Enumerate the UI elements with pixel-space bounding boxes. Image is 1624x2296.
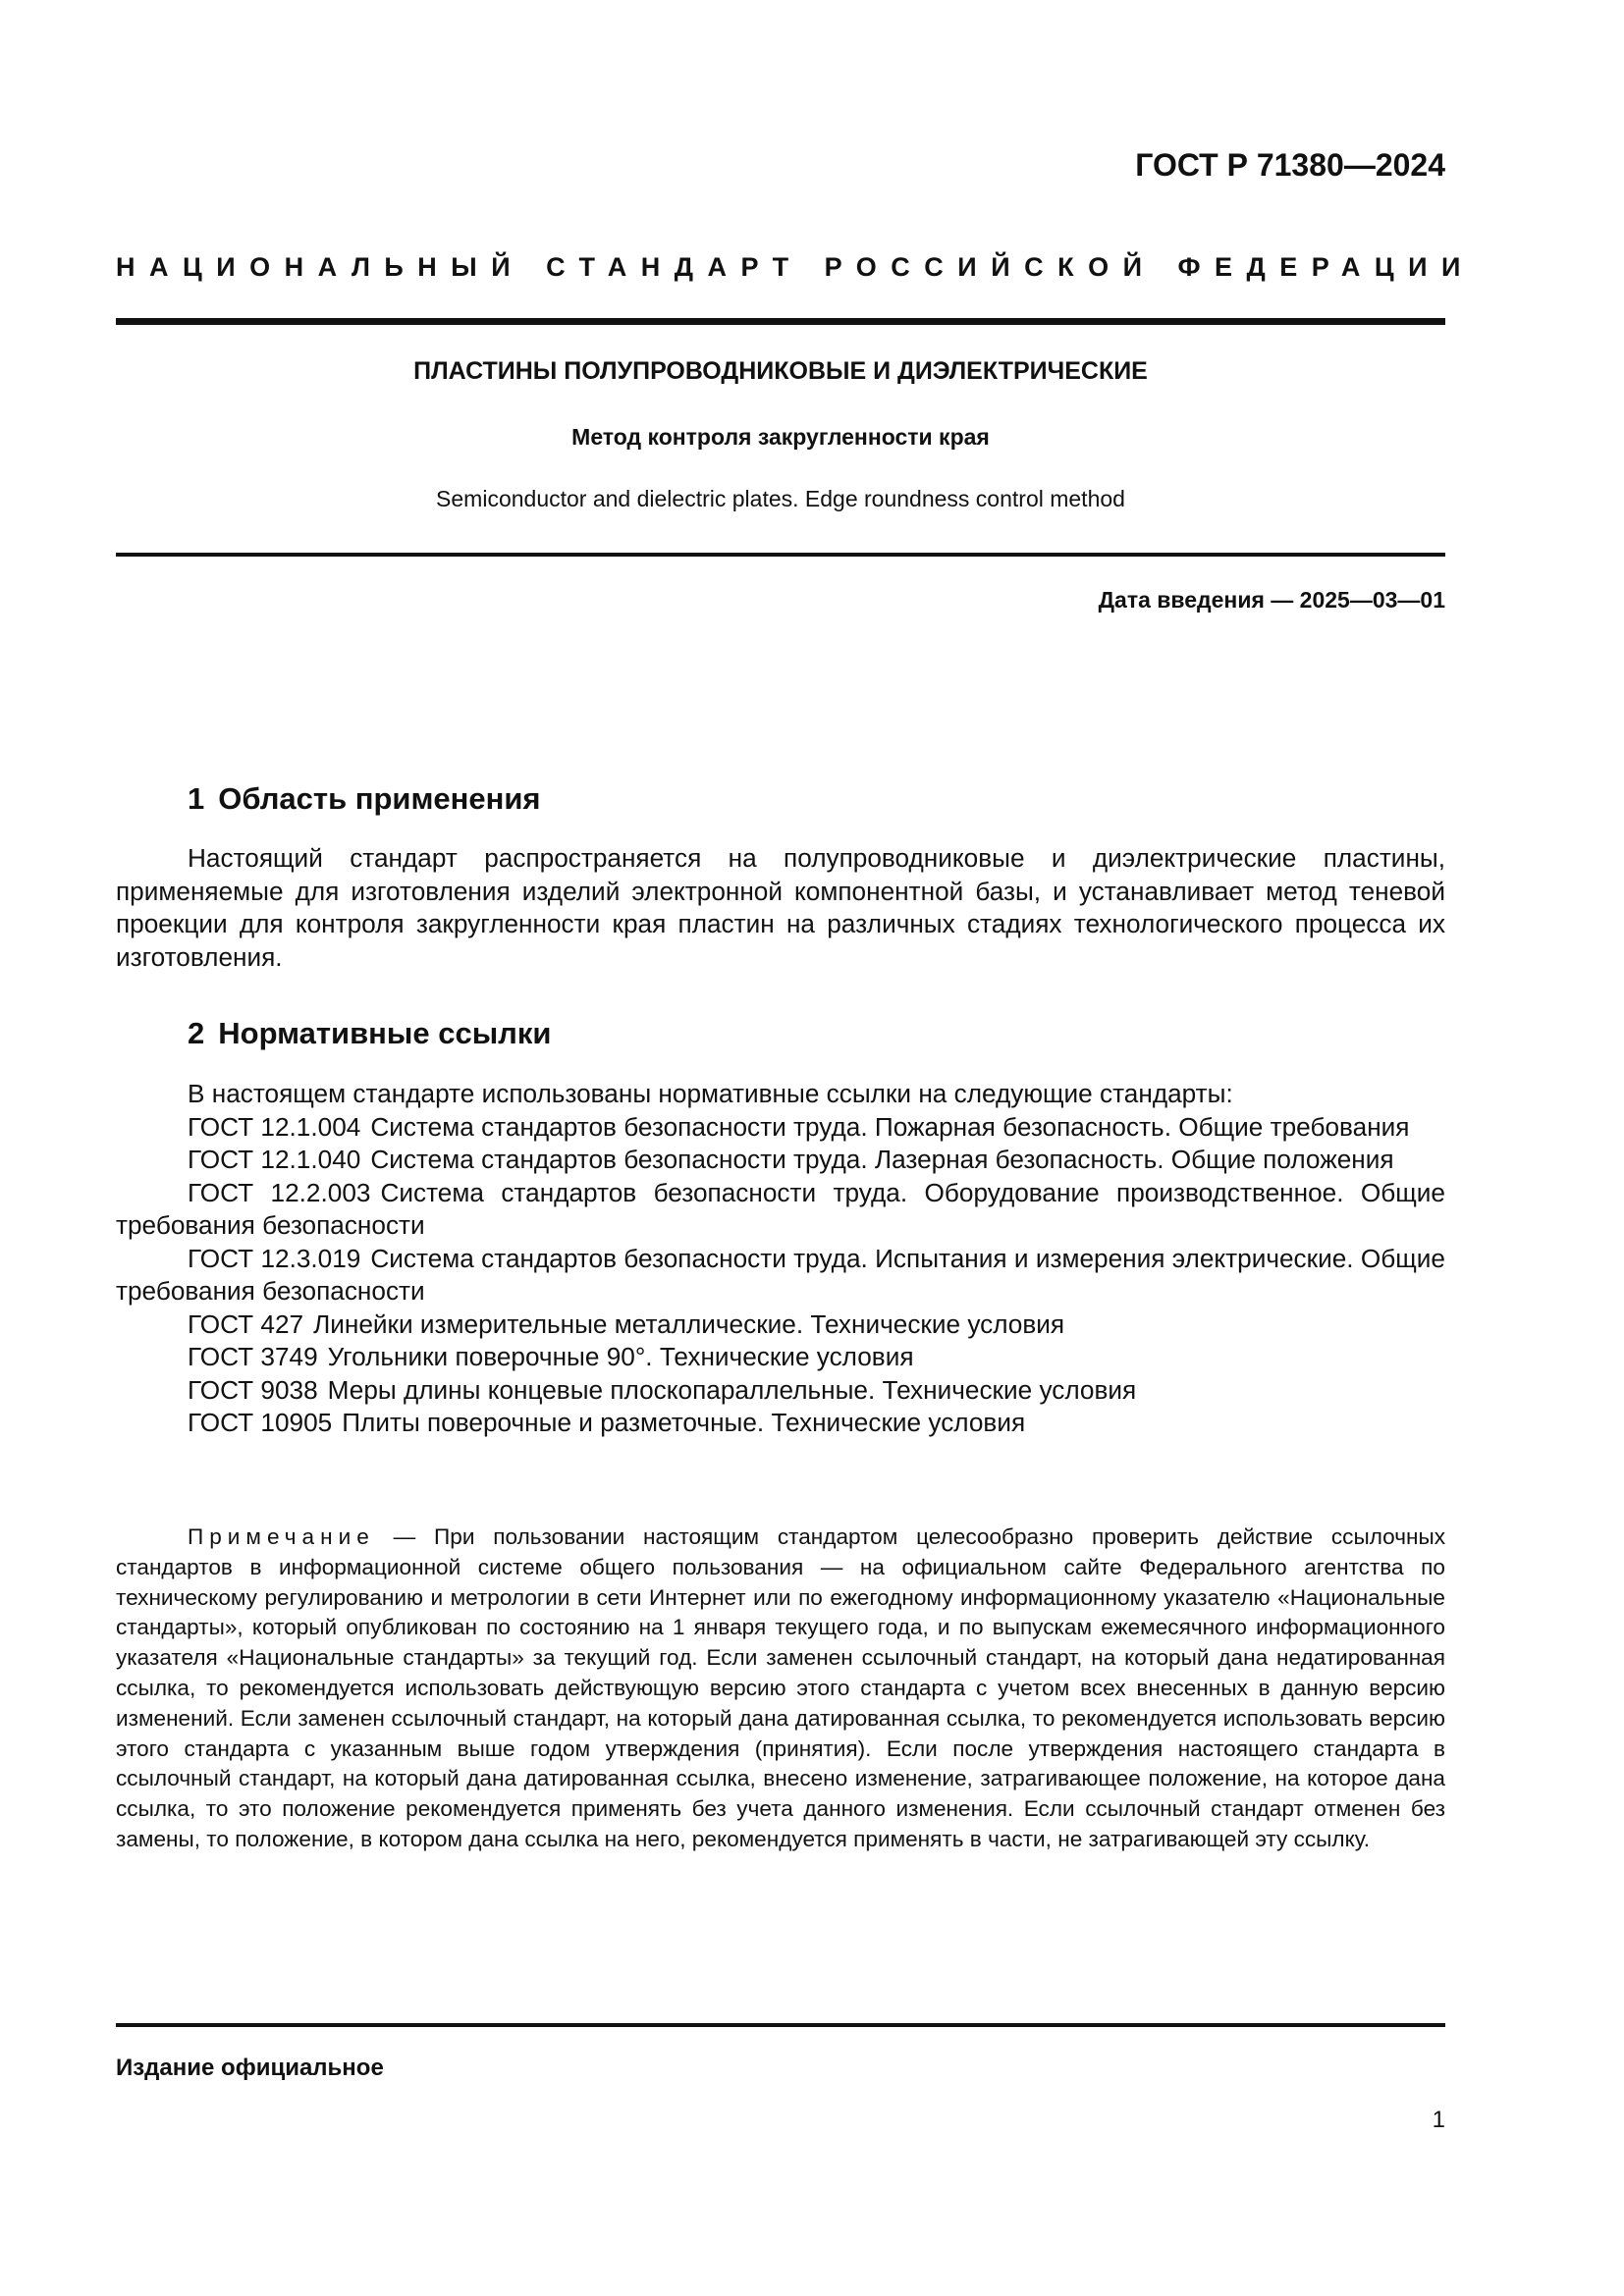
page-number: 1 <box>1432 2107 1445 2133</box>
reference-item <box>116 1374 1445 1408</box>
section-1-title: Область применения <box>218 781 541 816</box>
section-2-title: Нормативные ссылки <box>218 1016 552 1050</box>
reference-item <box>116 1177 1445 1243</box>
normative-references-list <box>116 1078 1445 1440</box>
document-number: ГОСТ Р 71380—2024 <box>1135 147 1445 183</box>
section-2-heading <box>188 1016 551 1051</box>
reference-code: ГОСТ 427 <box>188 1308 304 1339</box>
reference-code: ГОСТ 12.1.004 <box>188 1111 361 1142</box>
reference-title: Система стандартов безопасности труда. Оборудование производственное. Общие требования безопасности <box>116 1177 1445 1240</box>
section-1-number: 1 <box>188 781 205 816</box>
reference-title: Угольники поверочные 90°. Технические условия <box>327 1342 914 1371</box>
official-edition-label: Издание официальное <box>116 2055 384 2081</box>
reference-title: Система стандартов безопасности труда. Испытания и измерения электрические. Общие требования безопасности <box>116 1243 1445 1306</box>
reference-code: ГОСТ 9038 <box>188 1374 318 1405</box>
standard-title-ru: ПЛАСТИНЫ ПОЛУПРОВОДНИКОВЫЕ И ДИЭЛЕКТРИЧЕСКИЕ <box>413 357 1148 385</box>
note-label: Примечание <box>188 1524 375 1549</box>
reference-code: ГОСТ 12.2.003 <box>188 1177 371 1207</box>
footer-rule <box>116 2023 1445 2027</box>
references-note <box>116 1522 1445 1855</box>
reference-code: ГОСТ 10905 <box>188 1408 333 1437</box>
document-page <box>116 0 1475 2296</box>
reference-title: Система стандартов безопасности труда. Лазерная безопасность. Общие положения <box>370 1145 1394 1174</box>
reference-title: Система стандартов безопасности труда. Пожарная безопасность. Общие требования <box>370 1111 1410 1142</box>
section-2-number: 2 <box>188 1016 205 1050</box>
reference-item <box>116 1111 1445 1145</box>
organization-title: НАЦИОНАЛЬНЫЙ СТАНДАРТ РОССИЙСКОЙ ФЕДЕРАЦИИ <box>116 252 1475 282</box>
reference-item <box>116 1407 1445 1440</box>
note-text: — При пользовании настоящим стандартом целесообразно проверить действие ссылочных стандартов в информационной системе общего пользования — на официальном сайте Федерального агентства по техническому регулированию и метрологии в сети Интернет или по ежегодному информационному указателю «Национальные стандарты», который опубликован по состоянию на 1 января текущего года, и по выпускам ежемесячного информационного указателя «Национальные стандарты» за текущий год. Если заменен ссылочный стандарт, на который дана недатированная ссылка, то рекомендуется использовать действующую версию этого стандарта с учетом всех внесенных в данную версию изменений. Если заменен ссылочный стандарт, на который дана датированная ссылка, то рекомендуется использовать версию этого стандарта с указанным выше годом утверждения (принятия). Если после утверждения настоящего стандарта в ссылочный стандарт, на который дана датированная ссылка, внесено изменение, затрагивающее положение, на которое дана ссылка, то это положение рекомендуется применять без учета данного изменения. Если ссылочный стандарт отменен без замены, то положение, в котором дана ссылка на него, рекомендуется применять в части, не затрагивающей эту ссылку. <box>116 1524 1446 1851</box>
header-rule <box>116 318 1445 325</box>
reference-title: Меры длины концевые плоскопараллельные. Технические условия <box>327 1374 1137 1405</box>
reference-code: ГОСТ 12.1.040 <box>188 1145 361 1174</box>
section-1-heading <box>188 781 541 817</box>
reference-code: ГОСТ 3749 <box>188 1342 318 1371</box>
reference-title: Линейки измерительные металлические. Технические условия <box>313 1308 1065 1339</box>
reference-item <box>116 1144 1445 1177</box>
section-1-text: Настоящий стандарт распространяется на полупроводниковые и диэлектрические пластины, применяемые для изготовления изделий электронной компонентной базы, и устанавливает метод теневой проекции для контроля закругленности края пластин на различных стадиях технологического процесса их изготовления. <box>116 843 1445 972</box>
introduction-date: Дата введения — 2025—03—01 <box>1098 587 1445 613</box>
reference-item <box>116 1341 1445 1374</box>
title-rule <box>116 553 1445 557</box>
reference-title: Плиты поверочные и разметочные. Технические условия <box>342 1408 1026 1437</box>
references-intro: В настоящем стандарте использованы нормативные ссылки на следующие стандарты: <box>188 1079 1233 1108</box>
standard-title-en: Semiconductor and dielectric plates. Edge roundness control method <box>436 486 1125 511</box>
reference-item <box>116 1308 1445 1342</box>
reference-item <box>116 1243 1445 1308</box>
standard-subtitle-ru: Метод контроля закругленности края <box>571 424 990 450</box>
reference-code: ГОСТ 12.3.019 <box>188 1243 361 1273</box>
